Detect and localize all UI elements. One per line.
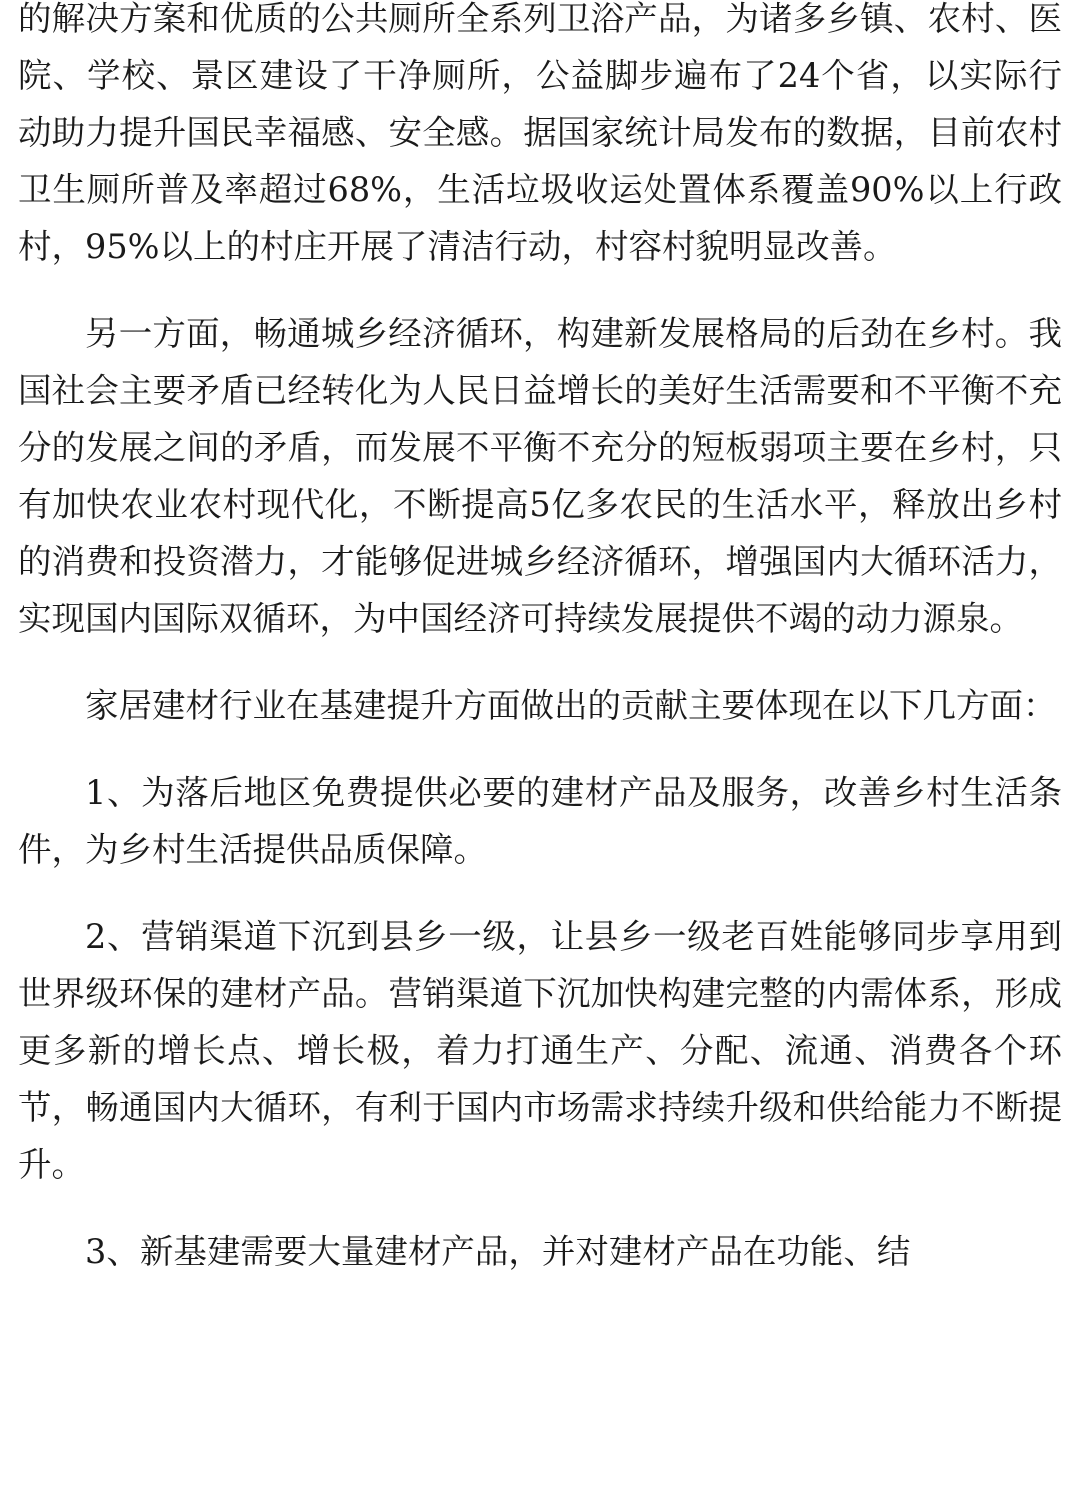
list-item: 3、新基建需要大量建材产品，并对建材产品在功能、结 xyxy=(85,1232,911,1271)
list-item: 2、营销渠道下沉到县乡一级，让县乡一级老百姓能够同步享用到世界级环保的建材产品。营销渠道下沉加快构建完整的内需体系，形成更多新的增长点、增长极，着力打通生产、分配、流通、消费各个环节，畅通国内大循环，有利于国内市场需求持续升级和供给能力不断提升。 xyxy=(18,917,1062,1184)
paragraph: 另一方面，畅通城乡经济循环，构建新发展格局的后劲在乡村。我国社会主要矛盾已经转化为人民日益增长的美好生活需要和不平衡不充分的发展之间的矛盾，而发展不平衡不充分的短板弱项主要在乡村，只有加快农业农村现代化，不断提高5亿多农民的生活水平，释放出乡村的消费和投资潜力，才能够促进城乡经济循环，增强国内大循环活力，实现国内国际双循环，为中国经济可持续发展提供不竭的动力源泉。 xyxy=(18,314,1062,638)
list-item: 1、为落后地区免费提供必要的建材产品及服务，改善乡村生活条件，为乡村生活提供品质保障。 xyxy=(18,773,1062,869)
paragraph: 的解决方案和优质的公共厕所全系列卫浴产品，为诸多乡镇、农村、医院、学校、景区建设了干净厕所，公益脚步遍布了24个省，以实际行动助力提升国民幸福感、安全感。据国家统计局发布的数据，目前农村卫生厕所普及率超过68%，生活垃圾收运处置体系覆盖90%以上行政村，95%以上的村庄开展了清洁行动，村容村貌明显改善。 xyxy=(18,0,1062,266)
article-body xyxy=(18,0,1062,1310)
paragraph: 家居建材行业在基建提升方面做出的贡献主要体现在以下几方面： xyxy=(85,686,1057,725)
